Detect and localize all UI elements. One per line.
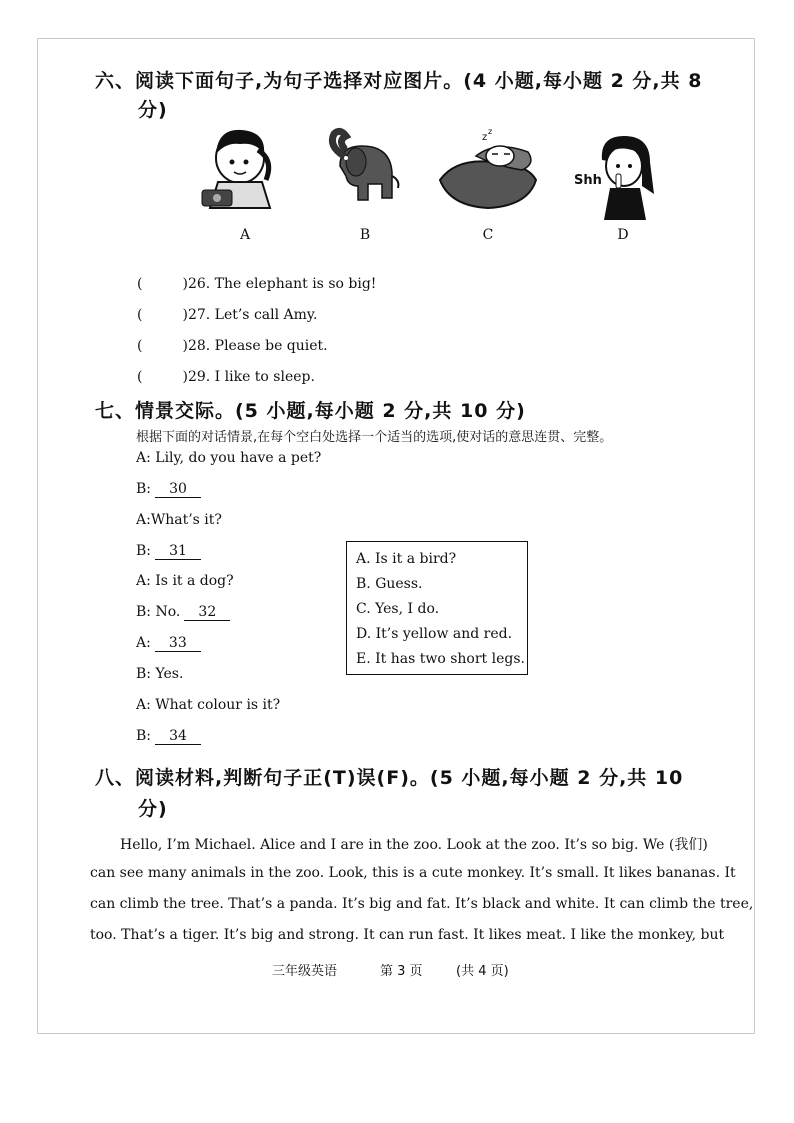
sleeping-pillow-icon bbox=[436, 128, 540, 212]
svg-text:z: z bbox=[488, 128, 493, 136]
svg-text:z: z bbox=[482, 132, 488, 143]
answer-blank-33[interactable]: 33 bbox=[155, 636, 201, 652]
footer-grade: 三年级英语 bbox=[272, 964, 338, 979]
question-27: ( )27. Let’s call Amy. bbox=[137, 307, 318, 323]
picture-label-b: B bbox=[359, 227, 371, 243]
answer-bracket-open[interactable]: ( bbox=[137, 276, 143, 292]
answer-blank-30[interactable]: 30 bbox=[155, 482, 201, 498]
answer-blank-34[interactable]: 34 bbox=[155, 729, 201, 745]
dialogue-line-4: B: 31 bbox=[136, 543, 201, 560]
passage-line-4: too. That’s a tiger. It’s big and strong. It can run fast. It likes meat. I like the monkey, but bbox=[90, 927, 725, 943]
question-28: ( )28. Please be quiet. bbox=[137, 338, 328, 354]
svg-text:Shh: Shh bbox=[574, 173, 602, 188]
option-a: A. Is it a bird? bbox=[356, 551, 457, 567]
answer-bracket-open[interactable]: ( bbox=[137, 369, 143, 385]
section6-title-line1: 六、阅读下面句子,为句子选择对应图片。(4 小题,每小题 2 分,共 8 bbox=[95, 70, 703, 92]
answer-blank-31[interactable]: 31 bbox=[155, 544, 201, 560]
section7-title: 七、情景交际。(5 小题,每小题 2 分,共 10 分) bbox=[95, 400, 526, 422]
options-box bbox=[346, 541, 528, 675]
passage-line-1: Hello, I’m Michael. Alice and I are in the zoo. Look at the zoo. It’s so big. We (我们) bbox=[120, 837, 708, 853]
dialogue-line-8: B: Yes. bbox=[136, 666, 184, 682]
dialogue-line-10: B: 34 bbox=[136, 728, 201, 745]
section7-instruction: 根据下面的对话情景,在每个空白处选择一个适当的选项,使对话的意思连贯、完整。 bbox=[136, 430, 613, 445]
option-b: B. Guess. bbox=[356, 576, 423, 592]
boy-on-phone-icon bbox=[196, 120, 286, 212]
question-text: 29. I like to sleep. bbox=[187, 369, 315, 385]
question-text: 27. Let’s call Amy. bbox=[187, 307, 318, 323]
answer-bracket-open[interactable]: ( bbox=[137, 307, 143, 323]
section8-title-line2: 分) bbox=[138, 798, 168, 820]
answer-blank-32[interactable]: 32 bbox=[184, 605, 230, 621]
option-c: C. Yes, I do. bbox=[356, 601, 440, 617]
section8-title-line1: 八、阅读材料,判断句子正(T)误(F)。(5 小题,每小题 2 分,共 10 bbox=[95, 767, 684, 789]
dialogue-line-6: B: No. 32 bbox=[136, 604, 230, 621]
dialogue-line-5: A: Is it a dog? bbox=[136, 573, 234, 589]
passage-line-3: can climb the tree. That’s a panda. It’s big and fat. It’s black and white. It can climb the tree, bbox=[90, 896, 754, 912]
picture-label-c: C bbox=[482, 227, 494, 243]
footer-page-number: 第 3 页 bbox=[380, 964, 423, 979]
passage-line-2: can see many animals in the zoo. Look, this is a cute monkey. It’s small. It likes bananas. It bbox=[90, 865, 736, 881]
dialogue-line-7: A: 33 bbox=[136, 635, 201, 652]
question-text: 26. The elephant is so big! bbox=[187, 276, 377, 292]
picture-label-d: D bbox=[617, 227, 629, 243]
dialogue-line-3: A:What’s it? bbox=[136, 512, 222, 528]
answer-bracket-open[interactable]: ( bbox=[137, 338, 143, 354]
footer-total-pages: (共 4 页) bbox=[456, 964, 509, 979]
option-d: D. It’s yellow and red. bbox=[356, 626, 513, 642]
question-text: 28. Please be quiet. bbox=[187, 338, 328, 354]
girl-shushing-icon bbox=[572, 130, 668, 222]
dialogue-line-2: B: 30 bbox=[136, 481, 201, 498]
question-26: ( )26. The elephant is so big! bbox=[137, 276, 377, 292]
elephant-icon bbox=[318, 126, 402, 210]
question-29: ( )29. I like to sleep. bbox=[137, 369, 315, 385]
section6-title-line2: 分) bbox=[138, 99, 168, 121]
picture-label-a: A bbox=[239, 227, 251, 243]
dialogue-line-1: A: Lily, do you have a pet? bbox=[136, 450, 322, 466]
option-e: E. It has two short legs. bbox=[356, 651, 525, 667]
dialogue-line-9: A: What colour is it? bbox=[136, 697, 281, 713]
